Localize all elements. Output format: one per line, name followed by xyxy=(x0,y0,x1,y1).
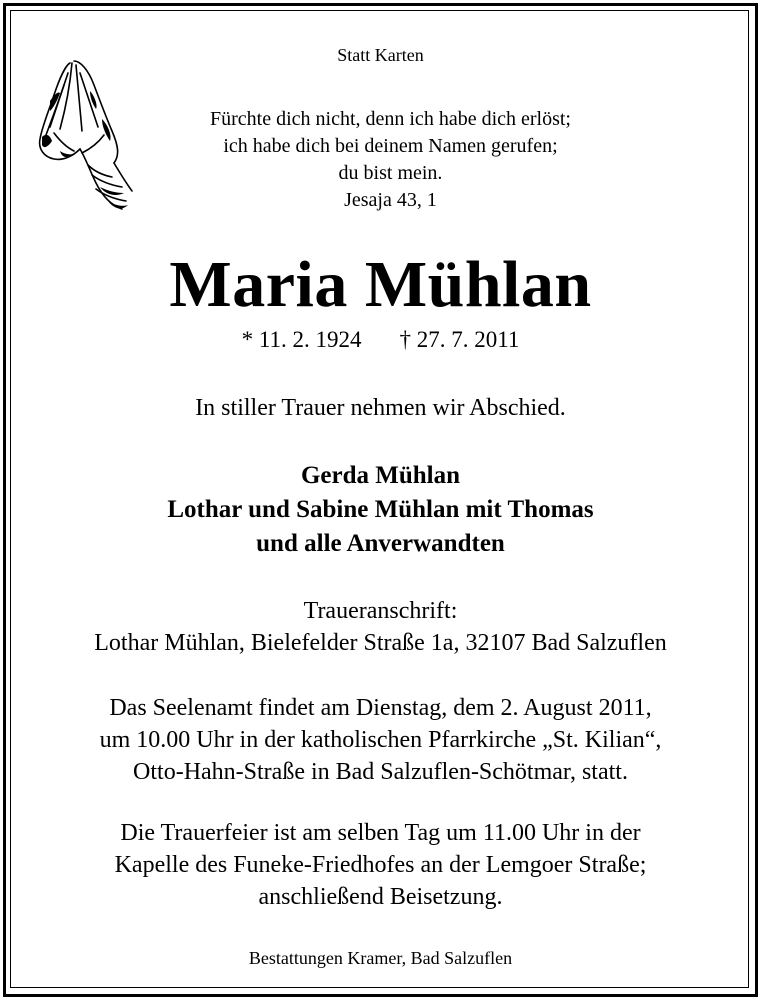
funeral-line-2: Kapelle des Funeke-Friedhofes an der Lemgoer Straße; xyxy=(114,852,647,878)
funeral-line-1: Die Trauerfeier ist am selben Tag um 11.00 Uhr in der xyxy=(120,820,641,846)
mass-line-2: um 10.00 Uhr in der katholischen Pfarrkirche „St. Kilian“, xyxy=(99,727,662,753)
death-date: † 27. 7. 2011 xyxy=(399,327,520,352)
undertaker: Bestattungen Kramer, Bad Salzuflen xyxy=(248,948,513,968)
deceased-name: Maria Mühlan xyxy=(169,248,592,321)
address-label: Traueranschrift: xyxy=(303,598,458,624)
birth-date: * 11. 2. 1924 xyxy=(241,327,362,352)
verse-line-2: ich habe dich bei deinem Namen gerufen; xyxy=(223,135,558,157)
verse-line-1: Fürchte dich nicht, denn ich habe dich erlöst; xyxy=(209,108,571,130)
family-line-2: Lothar und Sabine Mühlan mit Thomas xyxy=(167,496,594,523)
mourning-text: In stiller Trauer nehmen wir Abschied. xyxy=(195,395,566,421)
funeral-line-3: anschließend Beisetzung. xyxy=(258,884,503,910)
mass-line-3: Otto-Hahn-Straße in Bad Salzuflen-Schötmar, statt. xyxy=(133,759,628,785)
family-line-1: Gerda Mühlan xyxy=(300,462,461,489)
statt-karten: Statt Karten xyxy=(337,45,424,65)
address-value: Lothar Mühlan, Bielefelder Straße 1a, 32107 Bad Salzuflen xyxy=(94,630,667,656)
verse-line-3: du bist mein. xyxy=(338,162,443,184)
life-dates xyxy=(0,326,761,354)
verse-reference: Jesaja 43, 1 xyxy=(344,189,437,211)
mass-line-1: Das Seelenamt findet am Dienstag, dem 2. August 2011, xyxy=(109,695,652,721)
family-line-3: und alle Anverwandten xyxy=(256,530,505,557)
